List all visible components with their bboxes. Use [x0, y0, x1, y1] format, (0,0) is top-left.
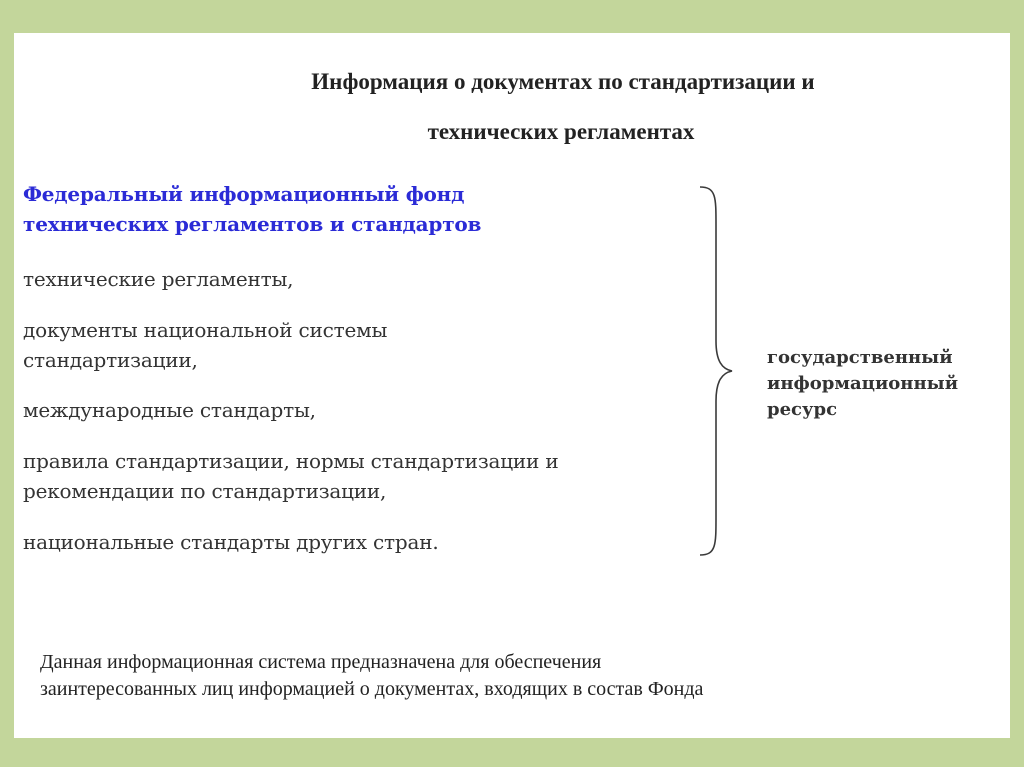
state-information-resource-label	[767, 345, 958, 423]
fund-heading-line-1: Федеральный информационный фонд	[23, 182, 465, 206]
resource-line-3: ресурс	[767, 399, 838, 420]
title-line-2: технических регламентах	[427, 119, 695, 144]
slide-title	[14, 57, 1010, 157]
footer-note-line-1: Данная информационная система предназначена для обеспечения	[40, 651, 602, 673]
list-item-standardization-rules	[23, 446, 558, 506]
list-item-national-system-documents	[23, 315, 387, 375]
list-item-line: национальные стандарты других стран.	[23, 530, 439, 554]
list-item-foreign-national-standards	[23, 527, 439, 557]
list-item-line: рекомендации по стандартизации,	[23, 479, 387, 503]
title-line-1: Информация о документах по стандартизации и	[311, 69, 815, 94]
slide	[14, 33, 1010, 738]
list-item-line: стандартизации,	[23, 348, 198, 372]
list-item-line: правила стандартизации, нормы стандартизации и	[23, 449, 559, 473]
list-item-technical-regulations	[23, 264, 293, 294]
list-item-line: документы национальной системы	[23, 318, 388, 342]
fund-heading-line-2: технических регламентов и стандартов	[23, 212, 482, 236]
curly-brace-icon	[694, 185, 734, 557]
list-item-line: международные стандарты,	[23, 398, 316, 422]
fund-heading	[23, 179, 481, 239]
footer-note-line-2: заинтересованных лиц информацией о документах, входящих в состав Фонда	[40, 678, 704, 700]
resource-line-1: государственный	[767, 347, 953, 368]
resource-line-2: информационный	[767, 373, 959, 394]
list-item-international-standards	[23, 395, 316, 425]
footer-note	[40, 649, 703, 703]
list-item-line: технические регламенты,	[23, 267, 294, 291]
